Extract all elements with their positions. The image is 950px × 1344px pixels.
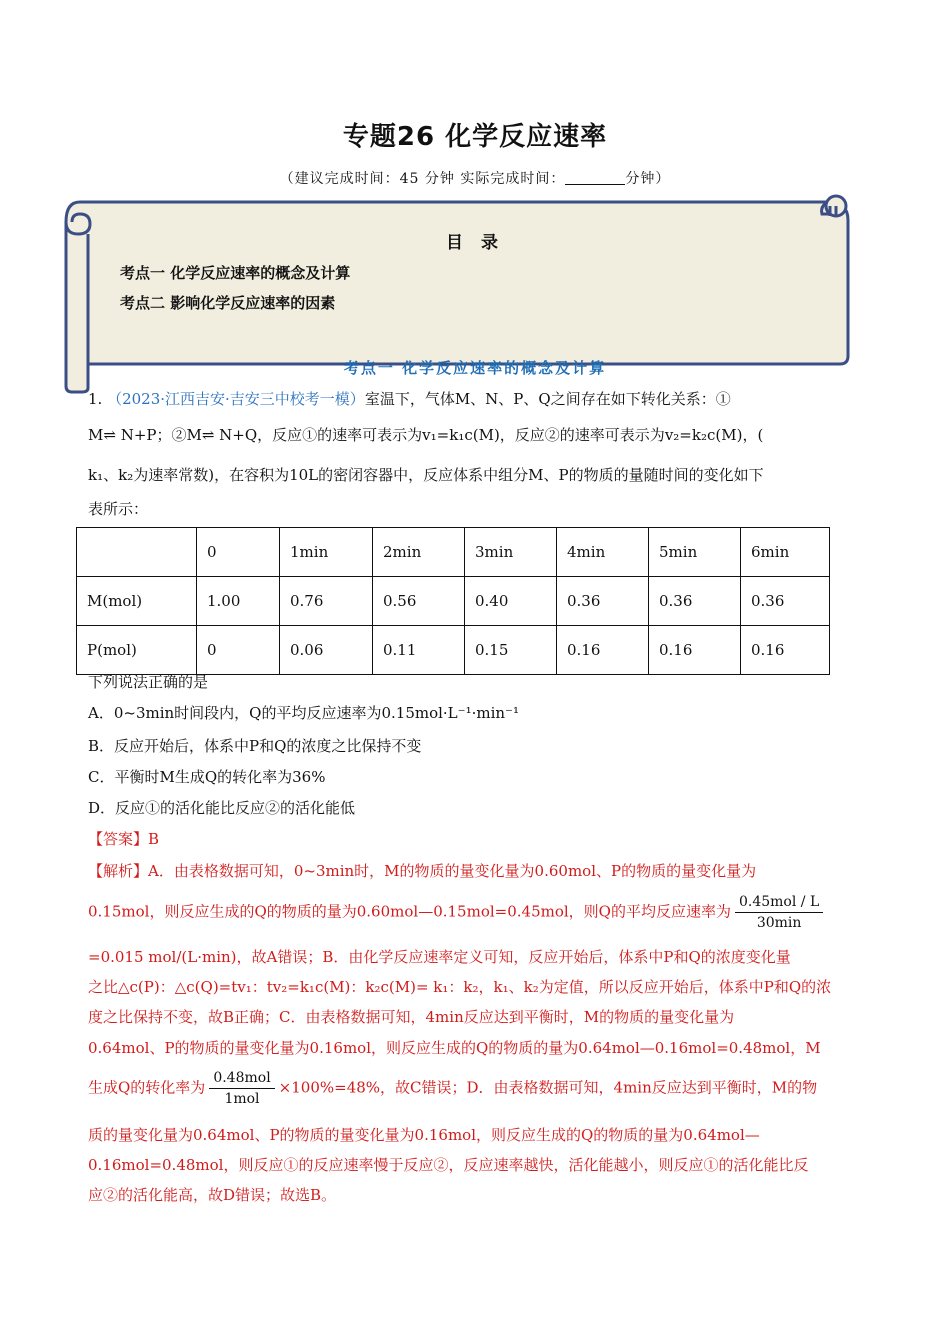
table-cell: 0.36: [649, 577, 741, 626]
question-number: 1.: [88, 390, 103, 408]
table-cell: 0.16: [649, 626, 741, 675]
subtitle-suffix: 分钟）: [625, 171, 671, 187]
fraction-numerator: 0.45mol / L: [735, 892, 823, 913]
question-stem-1: 室温下，气体M、N、P、Q之间存在如下转化关系：①: [364, 390, 731, 408]
option-c[interactable]: C．平衡时M生成Q的转化率为36%: [88, 768, 326, 786]
table-cell: 0.16: [741, 626, 830, 675]
time-suggestion: [0, 168, 950, 188]
table-cell: 0.56: [373, 577, 465, 626]
explanation-line-6: 0.64mol、P的物质的量变化量为0.16mol，则反应生成的Q的物质的量为0.64mol—0.16mol=0.48mol，M: [88, 1039, 821, 1057]
table-cell: 0.36: [741, 577, 830, 626]
table-cell: 4min: [557, 528, 649, 577]
explanation-line-4: 之比△c(P)：△c(Q)=tv₁：tv₂=k₁c(M)：k₂c(M)= k₁：k₂，k₁、k₂为定值，所以反应开始后，体系中P和Q的浓: [88, 978, 832, 996]
table-cell: P(mol): [77, 626, 197, 675]
question-stem-2a: M⇌ N+P；②M⇌ N+Q，反应①的速率可表示为: [88, 426, 423, 444]
option-a-text: A．0~3min时间段内，Q的平均反应速率为: [88, 704, 382, 722]
question-stem-2c: ，(: [742, 426, 764, 444]
explanation-line-1: [88, 860, 868, 882]
fraction-rate: [735, 892, 823, 933]
explanation-text-1: A．由表格数据可知，0~3min时，M的物质的量变化量为0.60mol、P的物质的量变化量为: [148, 862, 757, 880]
data-table: [76, 527, 830, 675]
time-blank[interactable]: [565, 170, 625, 185]
option-b[interactable]: B．反应开始后，体系中P和Q的浓度之比保持不变: [88, 737, 422, 755]
table-cell: 0: [197, 528, 280, 577]
option-a[interactable]: [88, 702, 868, 724]
explanation-line-8: 质的量变化量为0.64mol、P的物质的量变化量为0.16mol，则反应生成的Q的物质的量为0.64mol—: [88, 1126, 760, 1144]
explanation-label: 【解析】: [88, 862, 149, 880]
table-cell: 0.11: [373, 626, 465, 675]
question-source: （2023·江西吉安·吉安三中校考一模）: [107, 390, 365, 408]
option-d[interactable]: D．反应①的活化能比反应②的活化能低: [88, 799, 356, 817]
toc-item-2[interactable]: 考点二 影响化学反应速率的因素: [120, 294, 336, 312]
fraction-denominator: 1mol: [224, 1091, 260, 1107]
explanation-line-5: 度之比保持不变，故B正确；C．由表格数据可知，4min反应达到平衡时，M的物质的量变化量为: [88, 1008, 735, 1026]
explanation-text-7b: ×100%=48%，故C错误；D．由表格数据可知，4min反应达到平衡时，M的物: [278, 1078, 818, 1097]
table-cell: 3min: [465, 528, 557, 577]
explanation-text-7a: 生成Q的转化率为: [88, 1078, 206, 1097]
answer-label: 【答案】B: [88, 830, 160, 848]
toc-heading: 目 录: [446, 233, 504, 253]
table-cell: M(mol): [77, 577, 197, 626]
fraction-numerator: 0.48mol: [209, 1068, 274, 1089]
table-row: [77, 577, 830, 626]
page-title: 专题26 化学反应速率: [342, 122, 608, 152]
table-cell: 2min: [373, 528, 465, 577]
rate-expression-2: v₂=k₂c(M): [664, 426, 743, 444]
explanation-line-9: 0.16mol=0.48mol，则反应①的反应速率慢于反应②，反应速率越快，活化能越小，则反应①的活化能比反: [88, 1156, 809, 1174]
table-cell: 0.16: [557, 626, 649, 675]
table-cell: 0.76: [280, 577, 373, 626]
question-prompt: 下列说法正确的是: [88, 673, 209, 691]
question-line-3: [88, 464, 868, 486]
table-row: [77, 626, 830, 675]
explanation-line-7: [88, 1068, 868, 1109]
rate-constants: k₁、k₂: [88, 466, 134, 484]
question-line-2: [88, 424, 868, 446]
explanation-line-2: [88, 892, 868, 933]
table-cell: 1.00: [197, 577, 280, 626]
explanation-line-10: 应②的活化能高，故D错误；故选B。: [88, 1186, 337, 1204]
table-cell: 0.36: [557, 577, 649, 626]
question-line-4: 表所示：: [88, 500, 149, 518]
table-cell: 0: [197, 626, 280, 675]
fraction-denominator: 30min: [756, 915, 802, 931]
table-cell: 0.15: [465, 626, 557, 675]
question-stem-2b: ，反应②的速率可表示为: [499, 426, 665, 444]
table-cell: 1min: [280, 528, 373, 577]
table-cell: 5min: [649, 528, 741, 577]
fraction-conversion: [209, 1068, 274, 1109]
table-cell: 0.40: [465, 577, 557, 626]
option-a-value: 0.15mol·L⁻¹·min⁻¹: [381, 704, 519, 722]
table-cell: 6min: [741, 528, 830, 577]
subtitle-prefix: （建议完成时间：45 分钟 实际完成时间：: [279, 171, 566, 187]
section-heading: 考点一 化学反应速率的概念及计算: [343, 359, 607, 377]
explanation-line-3: =0.015 mol/(L·min)，故A错误；B．由化学反应速率定义可知，反应开始后，体系中P和Q的浓度变化量: [88, 948, 791, 966]
table-header-row: [77, 528, 830, 577]
explanation-text-2: 0.15mol，则反应生成的Q的物质的量为0.60mol—0.15mol=0.45mol，则Q的平均反应速率为: [88, 902, 731, 921]
question-stem-3b: 为速率常数)，在容积为10L的密闭容器中，反应体系中组分M、P的物质的量随时间的变化如下: [133, 466, 764, 484]
table-cell: [77, 528, 197, 577]
rate-expression-1: v₁=k₁c(M): [422, 426, 500, 444]
question-line-1: [88, 388, 868, 410]
toc-item-1[interactable]: 考点一 化学反应速率的概念及计算: [120, 264, 351, 282]
table-cell: 0.06: [280, 626, 373, 675]
